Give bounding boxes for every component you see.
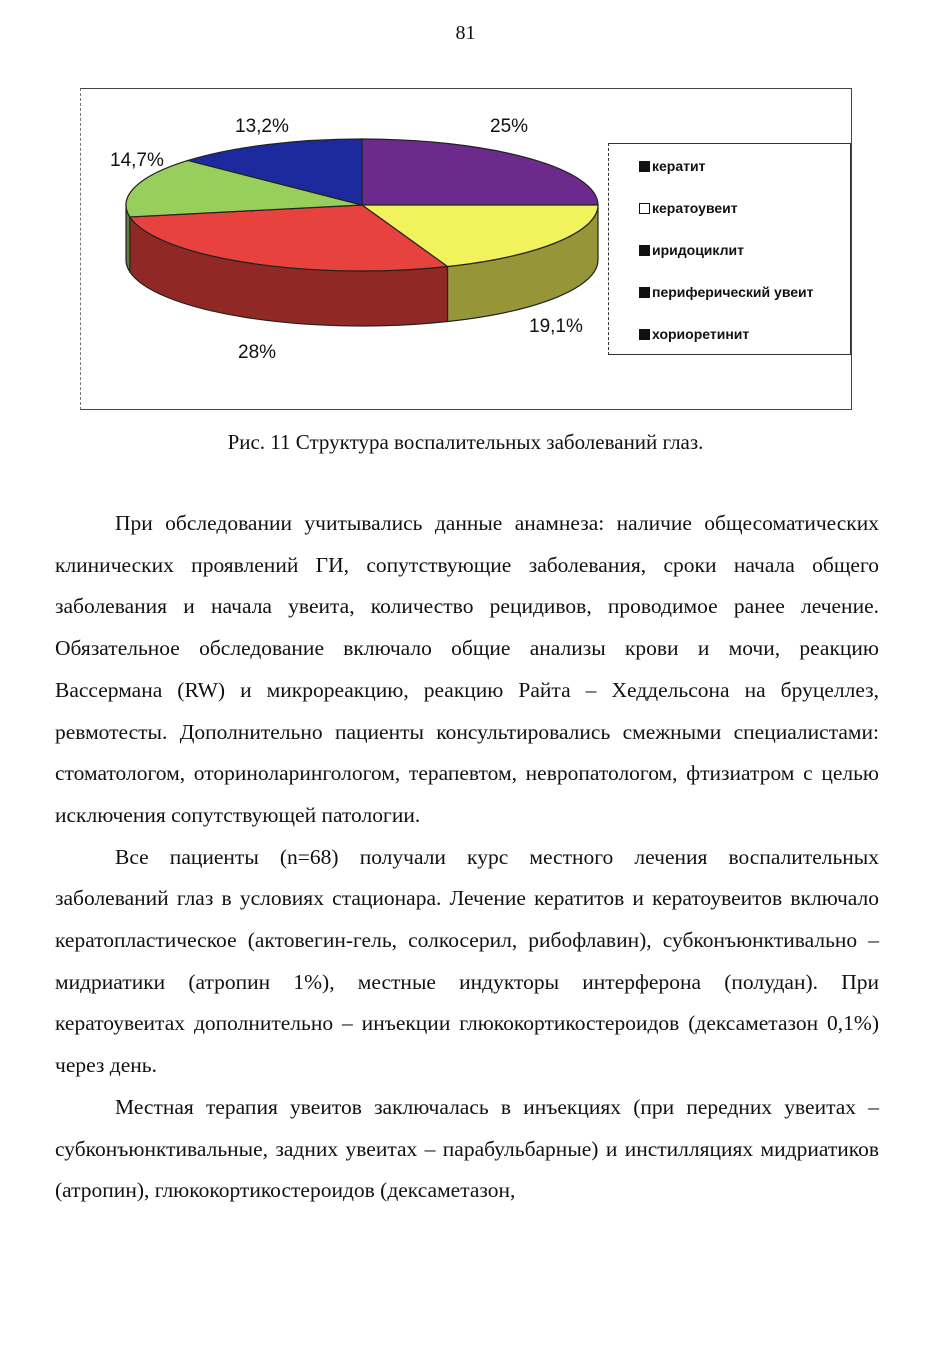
pie-slice-кератит xyxy=(362,139,598,205)
figure-caption: Рис. 11 Структура воспалительных заболеваний глаз. xyxy=(227,430,704,454)
slice-label-keratouveit: 19,1% xyxy=(529,316,583,337)
legend-swatch xyxy=(639,203,650,214)
legend-label: хориоретинит xyxy=(652,326,750,342)
legend-item xyxy=(639,158,705,174)
body-text xyxy=(55,503,879,1212)
legend-swatch xyxy=(639,245,650,256)
legend-swatch xyxy=(639,287,650,298)
slice-label-peripheral-uveitis: 14,7% xyxy=(110,150,164,171)
legend-label: кератит xyxy=(652,158,706,174)
page-number: 81 xyxy=(455,22,476,44)
legend-label: кератоувеит xyxy=(652,200,738,216)
legend-swatch xyxy=(639,161,650,172)
legend-label: периферический увеит xyxy=(652,284,814,300)
slice-label-iridocyclitis: 28% xyxy=(238,342,277,363)
legend-item xyxy=(639,242,744,258)
legend-swatch xyxy=(639,329,650,340)
paragraph: Местная терапия увеитов заключалась в инъекциях (при передних увеитах – субконъюнктивальные, задних увеитах – парабульбарные) и инстилляциях мидриатиков (атропин), глюкокортикостероидов (дексаметазон, xyxy=(55,1094,879,1203)
paragraph: При обследовании учитывались данные анамнеза: наличие общесоматических клинических проявлений ГИ, сопутствующие заболевания, сроки начала общего заболевания и начала увеита, количество рецидивов, проводимое ранее лечение. Обязательное обследование включало общие анализы крови и мочи, реакцию Вассермана (RW) и микрореакцию, реакцию Райта – Хеддельсона на бруцеллез, ревмотесты. Дополнительно пациенты консультировались смежными специалистами: стоматологом, оториноларингологом, терапевтом, невропатологом, фтизиатром с целью исключения сопутствующей патологии. xyxy=(55,511,879,827)
legend-item xyxy=(639,284,814,300)
slice-label-keratit: 25% xyxy=(490,116,529,137)
legend-item xyxy=(639,326,749,342)
chart-legend xyxy=(608,143,851,355)
paragraph: Все пациенты (n=68) получали курс местного лечения воспалительных заболеваний глаз в условиях стационара. Лечение кератитов и кератоувеитов включало кератопластическое (актовегин-гель, солкосерил, рибофлавин), субконъюнктивально – мидриатики (атропин 1%), местные индукторы интерферона (полудан). При кератоувеитах дополнительно – инъекции глюкокортикостероидов (дексаметазон 0,1%) через день. xyxy=(55,844,879,1078)
legend-label: иридоциклит xyxy=(652,242,744,258)
slice-label-chorioretinitis: 13,2% xyxy=(235,116,289,137)
legend-item xyxy=(639,200,738,216)
